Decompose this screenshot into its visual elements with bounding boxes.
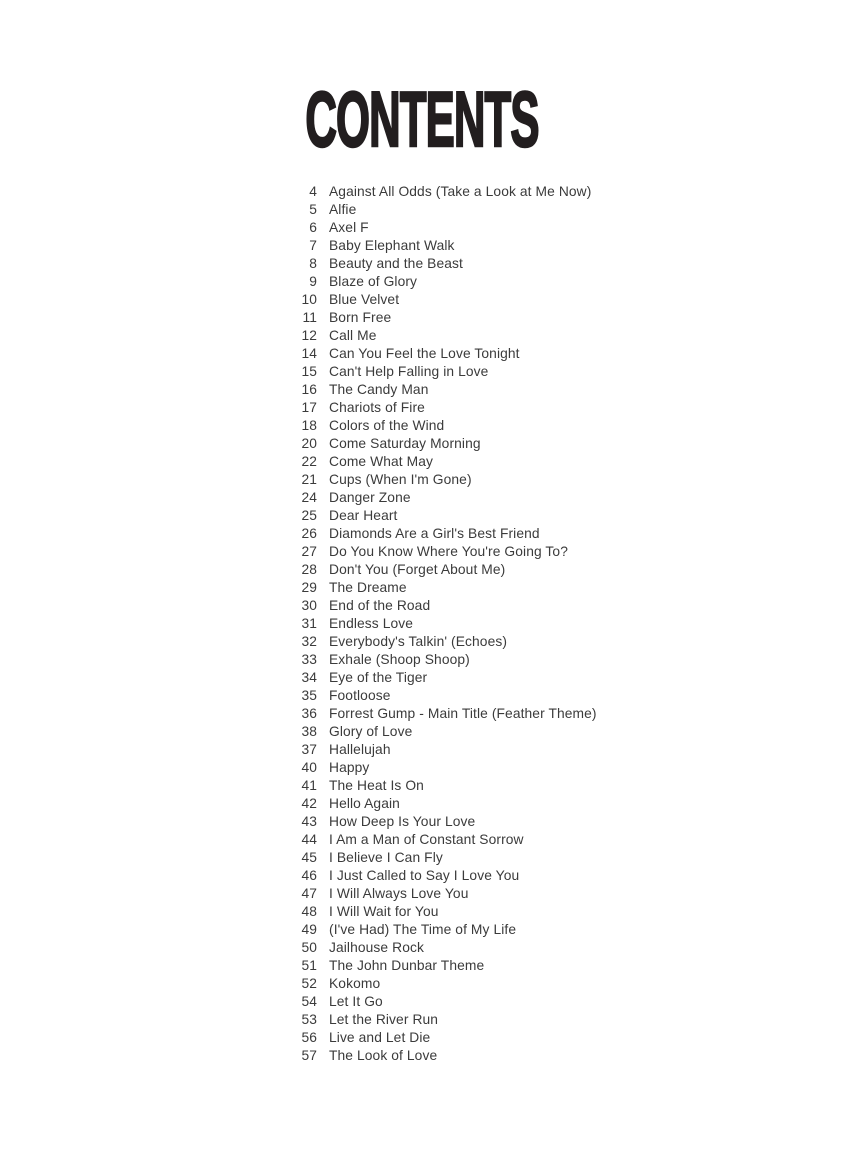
- toc-song-title: Jailhouse Rock: [329, 940, 424, 955]
- toc-list: [293, 183, 597, 1065]
- toc-page-number: 9: [309, 274, 317, 289]
- toc-page-number: 29: [301, 580, 317, 595]
- toc-page-number: 44: [301, 832, 317, 847]
- toc-page-number: 49: [301, 922, 317, 937]
- toc-page-number: 57: [301, 1048, 317, 1063]
- toc-row: [293, 831, 597, 849]
- toc-row: [293, 417, 597, 435]
- toc-row: [293, 435, 597, 453]
- toc-row: [293, 183, 597, 201]
- toc-row: [293, 507, 597, 525]
- toc-row: [293, 633, 597, 651]
- toc-row: [293, 561, 597, 579]
- toc-page-number: 5: [309, 202, 317, 217]
- toc-row: [293, 723, 597, 741]
- toc-page-number: 10: [301, 292, 317, 307]
- toc-song-title: I Will Wait for You: [329, 904, 439, 919]
- toc-page-number: 35: [301, 688, 317, 703]
- toc-row: [293, 237, 597, 255]
- toc-page-number: 14: [301, 346, 317, 361]
- toc-song-title: I Just Called to Say I Love You: [329, 868, 520, 883]
- toc-row: [293, 273, 597, 291]
- toc-song-title: Live and Let Die: [329, 1030, 431, 1045]
- toc-page-number: 38: [301, 724, 317, 739]
- toc-row: [293, 255, 597, 273]
- toc-song-title: Blue Velvet: [329, 292, 400, 307]
- toc-page-number: 47: [301, 886, 317, 901]
- toc-row: [293, 813, 597, 831]
- toc-page-number: 25: [301, 508, 317, 523]
- toc-row: [293, 741, 597, 759]
- toc-row: [293, 453, 597, 471]
- toc-song-title: I Will Always Love You: [329, 886, 469, 901]
- toc-song-title: Everybody's Talkin' (Echoes): [329, 634, 508, 649]
- toc-row: [293, 849, 597, 867]
- toc-row: [293, 921, 597, 939]
- toc-page-number: 52: [301, 976, 317, 991]
- toc-song-title: Exhale (Shoop Shoop): [329, 652, 470, 667]
- toc-page-number: 30: [301, 598, 317, 613]
- toc-song-title: Beauty and the Beast: [329, 256, 463, 271]
- toc-row: [293, 1047, 597, 1065]
- toc-song-title: Cups (When I'm Gone): [329, 472, 472, 487]
- toc-song-title: I Am a Man of Constant Sorrow: [329, 832, 524, 847]
- toc-row: [293, 687, 597, 705]
- toc-page-number: 37: [301, 742, 317, 757]
- toc-page-number: 8: [309, 256, 317, 271]
- toc-row: [293, 543, 597, 561]
- toc-row: [293, 345, 597, 363]
- toc-page-number: 4: [309, 184, 317, 199]
- toc-page-number: 34: [301, 670, 317, 685]
- toc-song-title: Hallelujah: [329, 742, 391, 757]
- toc-page-number: 7: [309, 238, 317, 253]
- toc-song-title: The Look of Love: [329, 1048, 438, 1063]
- toc-row: [293, 381, 597, 399]
- toc-page-number: 32: [301, 634, 317, 649]
- toc-song-title: The Dreame: [329, 580, 407, 595]
- toc-song-title: Footloose: [329, 688, 391, 703]
- toc-row: [293, 885, 597, 903]
- toc-page-number: 18: [301, 418, 317, 433]
- toc-page-number: 56: [301, 1030, 317, 1045]
- toc-song-title: Do You Know Where You're Going To?: [329, 544, 568, 559]
- toc-page-number: 28: [301, 562, 317, 577]
- toc-song-title: Against All Odds (Take a Look at Me Now): [329, 184, 592, 199]
- toc-page-number: 51: [301, 958, 317, 973]
- toc-row: [293, 777, 597, 795]
- toc-page-number: 6: [309, 220, 317, 235]
- toc-song-title: Eye of the Tiger: [329, 670, 428, 685]
- toc-row: [293, 597, 597, 615]
- toc-song-title: Axel F: [329, 220, 369, 235]
- toc-page-number: 46: [301, 868, 317, 883]
- toc-song-title: The Heat Is On: [329, 778, 424, 793]
- toc-page-number: 20: [301, 436, 317, 451]
- toc-song-title: Diamonds Are a Girl's Best Friend: [329, 526, 540, 541]
- toc-song-title: Chariots of Fire: [329, 400, 425, 415]
- toc-song-title: Baby Elephant Walk: [329, 238, 455, 253]
- toc-page-number: 36: [301, 706, 317, 721]
- toc-song-title: Endless Love: [329, 616, 414, 631]
- toc-song-title: How Deep Is Your Love: [329, 814, 476, 829]
- toc-row: [293, 759, 597, 777]
- toc-page-number: 50: [301, 940, 317, 955]
- toc-row: [293, 489, 597, 507]
- toc-row: [293, 291, 597, 309]
- toc-page-number: 33: [301, 652, 317, 667]
- toc-song-title: Let It Go: [329, 994, 383, 1009]
- toc-page-number: 12: [301, 328, 317, 343]
- toc-page-number: 40: [301, 760, 317, 775]
- toc-song-title: Don't You (Forget About Me): [329, 562, 506, 577]
- toc-song-title: Can't Help Falling in Love: [329, 364, 489, 379]
- toc-row: [293, 1011, 597, 1029]
- toc-page-number: 15: [301, 364, 317, 379]
- toc-row: [293, 327, 597, 345]
- toc-row: [293, 471, 597, 489]
- toc-row: [293, 705, 597, 723]
- toc-row: [293, 579, 597, 597]
- toc-song-title: The John Dunbar Theme: [329, 958, 485, 973]
- toc-page-number: 26: [301, 526, 317, 541]
- toc-song-title: Hello Again: [329, 796, 400, 811]
- toc-song-title: End of the Road: [329, 598, 431, 613]
- toc-row: [293, 363, 597, 381]
- toc-page-number: 27: [301, 544, 317, 559]
- toc-song-title: (I've Had) The Time of My Life: [329, 922, 517, 937]
- toc-page-number: 31: [301, 616, 317, 631]
- toc-row: [293, 309, 597, 327]
- toc-page-number: 45: [301, 850, 317, 865]
- toc-song-title: Colors of the Wind: [329, 418, 445, 433]
- toc-row: [293, 993, 597, 1011]
- toc-page-number: 11: [302, 310, 317, 325]
- toc-row: [293, 975, 597, 993]
- toc-song-title: Forrest Gump - Main Title (Feather Theme): [329, 706, 597, 721]
- toc-page-number: 42: [301, 796, 317, 811]
- toc-row: [293, 795, 597, 813]
- toc-page-number: 21: [301, 472, 317, 487]
- toc-row: [293, 1029, 597, 1047]
- toc-row: [293, 615, 597, 633]
- toc-row: [293, 201, 597, 219]
- toc-song-title: Blaze of Glory: [329, 274, 418, 289]
- toc-song-title: Dear Heart: [329, 508, 398, 523]
- toc-page-number: 16: [301, 382, 317, 397]
- toc-row: [293, 939, 597, 957]
- toc-song-title: Kokomo: [329, 976, 381, 991]
- page-title-wrap: [214, 75, 631, 163]
- toc-page-number: 54: [301, 994, 317, 1009]
- toc-page-number: 53: [301, 1012, 317, 1027]
- toc-page-number: 48: [301, 904, 317, 919]
- toc-row: [293, 219, 597, 237]
- toc-row: [293, 867, 597, 885]
- toc-song-title: I Believe I Can Fly: [329, 850, 443, 865]
- toc-row: [293, 525, 597, 543]
- toc-page-number: 43: [301, 814, 317, 829]
- toc-song-title: Danger Zone: [329, 490, 411, 505]
- toc-song-title: The Candy Man: [329, 382, 429, 397]
- toc-row: [293, 669, 597, 687]
- toc-song-title: Call Me: [329, 328, 377, 343]
- toc-page-number: 41: [301, 778, 317, 793]
- toc-page-number: 24: [301, 490, 317, 505]
- toc-song-title: Alfie: [329, 202, 357, 217]
- toc-row: [293, 903, 597, 921]
- toc-song-title: Can You Feel the Love Tonight: [329, 346, 520, 361]
- page-title: CONTENTS: [305, 75, 539, 163]
- toc-page-number: 17: [301, 400, 317, 415]
- toc-row: [293, 957, 597, 975]
- toc-song-title: Born Free: [329, 310, 392, 325]
- toc-song-title: Happy: [329, 760, 370, 775]
- toc-page-number: 22: [301, 454, 317, 469]
- toc-song-title: Glory of Love: [329, 724, 413, 739]
- toc-row: [293, 399, 597, 417]
- toc-song-title: Let the River Run: [329, 1012, 439, 1027]
- toc-row: [293, 651, 597, 669]
- toc-song-title: Come What May: [329, 454, 434, 469]
- toc-song-title: Come Saturday Morning: [329, 436, 481, 451]
